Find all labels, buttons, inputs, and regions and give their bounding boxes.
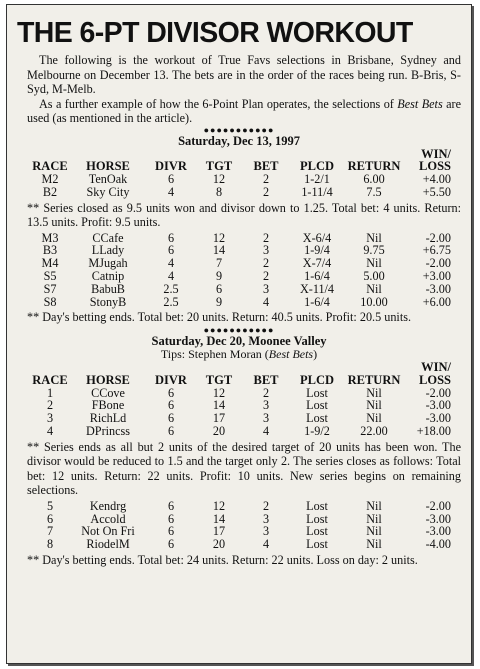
dot-divider: ●●●●●●●●●●●: [203, 124, 275, 135]
cell-bet: 2: [262, 184, 270, 199]
results-table-4: [31, 500, 451, 551]
cell-tgt: 17: [212, 524, 226, 539]
cell-bet: 3: [262, 511, 270, 526]
day-note: ** Day's betting ends. Total bet: 24 units. Return: 22 units. Loss on day: 2 units.: [27, 552, 418, 567]
cell-divr: 4: [167, 256, 175, 271]
cell-horse: BabuB: [91, 281, 125, 296]
cell-plcd: Lost: [306, 411, 328, 426]
results-table-3: [31, 361, 451, 438]
article-title: THE 6-PT DIVISOR WORKOUT: [17, 17, 413, 49]
cell-plcd: X-7/4: [302, 256, 332, 271]
col-horse: HORSE: [86, 159, 130, 174]
cell-tgt: 7: [215, 256, 223, 271]
cell-wl: +18.00: [416, 423, 451, 438]
cell-race: 2: [46, 398, 54, 413]
table-row: [31, 425, 451, 438]
cell-ret: 7.5: [366, 184, 382, 199]
cell-wl: -2.00: [425, 385, 451, 400]
section-heading: Saturday, Dec 13, 1997: [178, 133, 300, 148]
col-plcd: PLCD: [299, 372, 335, 387]
cell-wl: -3.00: [425, 281, 451, 296]
cell-divr: 2.5: [163, 281, 179, 296]
cell-bet: 2: [262, 256, 270, 271]
cell-ret: 10.00: [360, 294, 388, 309]
cell-plcd: Lost: [306, 498, 328, 513]
cell-race: M3: [41, 230, 59, 245]
table-row: [31, 270, 451, 283]
cell-plcd: X-11/4: [299, 281, 335, 296]
cell-horse: MJugah: [88, 256, 128, 271]
cell-wl: -3.00: [425, 524, 451, 539]
col-divr: DIVR: [155, 372, 187, 387]
results-table-2: [31, 232, 451, 309]
cell-wl: -3.00: [425, 398, 451, 413]
cell-ret: Nil: [366, 256, 382, 271]
cell-race: 1: [46, 385, 54, 400]
cell-tgt: 12: [212, 230, 226, 245]
cell-horse: LLady: [91, 243, 125, 258]
cell-tgt: 17: [212, 411, 226, 426]
cell-tgt: 9: [215, 294, 223, 309]
cell-plcd: 1-6/4: [304, 294, 330, 309]
cell-plcd: Lost: [306, 537, 328, 552]
table-header: [31, 148, 451, 174]
cell-horse: Kendrg: [89, 498, 127, 513]
cell-tgt: 9: [215, 269, 223, 284]
cell-divr: 6: [167, 498, 175, 513]
cell-race: 5: [46, 498, 54, 513]
intro-paragraph: The following is the workout of True Favs selections in Brisbane, Sydney and Melbourne on December 13. The bets are in the order of the races being run. B-Bris, S-Syd, M-Melb.: [27, 53, 461, 96]
table-row: [31, 296, 451, 309]
results-table-1: [31, 148, 451, 199]
cell-race: 7: [46, 524, 54, 539]
col-return: RETURN: [347, 159, 401, 174]
cell-plcd: Lost: [306, 511, 328, 526]
table-row: [31, 283, 451, 296]
cell-tgt: 8: [215, 184, 223, 199]
col-horse: HORSE: [86, 372, 130, 387]
cell-bet: 2: [262, 172, 270, 187]
cell-tgt: 20: [212, 537, 226, 552]
cell-divr: 6: [167, 243, 175, 258]
table-row: [31, 500, 451, 513]
cell-bet: 4: [262, 537, 270, 552]
series-note: ** Series closed as 9.5 units won and divisor down to 1.25. Total bet: 4 units. Return: 13.5 units. Profit: 9.5 units.: [27, 200, 461, 230]
table-row: [31, 538, 451, 551]
cell-divr: 6: [167, 423, 175, 438]
cell-ret: Nil: [366, 281, 382, 296]
col-bet: BET: [253, 372, 279, 387]
cell-plcd: X-6/4: [302, 230, 332, 245]
cell-divr: 6: [167, 230, 175, 245]
cell-plcd: Lost: [306, 524, 328, 539]
cell-bet: 2: [262, 269, 270, 284]
cell-race: S5: [43, 269, 57, 284]
cell-divr: 6: [167, 411, 175, 426]
cell-bet: 3: [262, 411, 270, 426]
cell-horse: Not On Fri: [81, 524, 135, 539]
col-divr: DIVR: [155, 159, 187, 174]
cell-horse: FBone: [91, 398, 125, 413]
cell-ret: 5.00: [363, 269, 385, 284]
cell-horse: RichLd: [89, 411, 127, 426]
cell-race: 6: [46, 511, 54, 526]
cell-bet: 2: [262, 230, 270, 245]
cell-race: S8: [43, 294, 57, 309]
cell-horse: RiodelM: [86, 537, 130, 552]
cell-plcd: Lost: [306, 385, 328, 400]
cell-race: M4: [41, 256, 59, 271]
cell-tgt: 14: [212, 511, 226, 526]
cell-race: B2: [42, 184, 58, 199]
cell-divr: 6: [167, 398, 175, 413]
cell-race: 8: [46, 537, 54, 552]
col-bet: BET: [253, 159, 279, 174]
cell-ret: 6.00: [363, 172, 385, 187]
cell-horse: StonyB: [89, 294, 127, 309]
cell-bet: 3: [262, 398, 270, 413]
table-header: [31, 361, 451, 387]
table-row: [31, 173, 451, 186]
col-plcd: PLCD: [299, 159, 335, 174]
cell-plcd: 1-9/2: [304, 423, 330, 438]
cell-bet: 4: [262, 423, 270, 438]
cell-divr: 4: [167, 269, 175, 284]
cell-plcd: 1-2/1: [304, 172, 330, 187]
cell-ret: Nil: [366, 511, 382, 526]
cell-bet: 3: [262, 243, 270, 258]
cell-divr: 2.5: [163, 294, 179, 309]
cell-wl: +5.50: [422, 184, 451, 199]
cell-race: 3: [46, 411, 54, 426]
section-heading: Saturday, Dec 20, Moonee Valley: [151, 333, 327, 348]
cell-horse: CCafe: [92, 230, 124, 245]
cell-tgt: 12: [212, 385, 226, 400]
article-page: [6, 4, 472, 664]
col-race: RACE: [32, 372, 68, 387]
cell-divr: 6: [167, 172, 175, 187]
cell-tgt: 6: [215, 281, 223, 296]
table-row: [31, 186, 451, 199]
cell-bet: 4: [262, 294, 270, 309]
cell-horse: DPrincss: [85, 423, 130, 438]
cell-ret: 22.00: [360, 423, 388, 438]
col-tgt: TGT: [205, 372, 233, 387]
cell-tgt: 14: [212, 243, 226, 258]
cell-wl: +4.00: [422, 172, 451, 187]
series-note: ** Series ends as all but 2 units of the desired target of 20 units has been won. The divisor would be reduced to 1.5 and the target only 2. The series closes as follows: Total bet: 12 units. Return: 22 units. Profit: 10 units. New series begins on remaining selections.: [27, 439, 461, 498]
cell-ret: Nil: [366, 398, 382, 413]
cell-wl: -2.00: [425, 230, 451, 245]
col-return: RETURN: [347, 372, 401, 387]
col-tgt: TGT: [205, 159, 233, 174]
cell-bet: 3: [262, 524, 270, 539]
cell-tgt: 20: [212, 423, 226, 438]
cell-divr: 6: [167, 511, 175, 526]
cell-divr: 6: [167, 537, 175, 552]
cell-race: M2: [41, 172, 59, 187]
cell-tgt: 14: [212, 398, 226, 413]
cell-ret: Nil: [366, 385, 382, 400]
cell-wl: -4.00: [425, 537, 451, 552]
cell-wl: -3.00: [425, 411, 451, 426]
intro-paragraph-2: As a further example of how the 6-Point Plan operates, the selections of Best Bets are used (as mentioned in the article).: [27, 96, 462, 125]
cell-ret: Nil: [366, 230, 382, 245]
cell-bet: 2: [262, 385, 270, 400]
cell-horse: TenOak: [88, 172, 128, 187]
col-race: RACE: [32, 159, 68, 174]
tips-line: Tips: Stephen Moran (Best Bets): [160, 346, 318, 361]
cell-plcd: 1-11/4: [301, 184, 333, 199]
cell-divr: 6: [167, 385, 175, 400]
cell-plcd: 1-9/4: [304, 243, 330, 258]
cell-wl: +6.00: [422, 294, 451, 309]
cell-wl: -2.00: [425, 498, 451, 513]
cell-ret: Nil: [366, 498, 382, 513]
cell-race: B3: [42, 243, 58, 258]
cell-divr: 6: [167, 524, 175, 539]
dot-divider: ●●●●●●●●●●●: [203, 324, 275, 335]
cell-wl: +3.00: [422, 269, 451, 284]
cell-wl: -2.00: [425, 256, 451, 271]
cell-bet: 2: [262, 498, 270, 513]
cell-horse: Sky City: [86, 184, 130, 199]
cell-tgt: 12: [212, 172, 226, 187]
cell-bet: 3: [262, 281, 270, 296]
cell-tgt: 12: [212, 498, 226, 513]
day-note: ** Day's betting ends. Total bet: 20 units. Return: 40.5 units. Profit: 20.5 units.: [27, 310, 411, 325]
cell-wl: +6.75: [422, 243, 451, 258]
cell-horse: Accold: [90, 511, 126, 526]
col-win-loss: WIN/ LOSS: [419, 359, 451, 387]
cell-horse: Catnip: [91, 269, 125, 284]
cell-plcd: 1-6/4: [304, 269, 330, 284]
col-win-loss: WIN/ LOSS: [419, 146, 451, 174]
cell-ret: Nil: [366, 537, 382, 552]
cell-ret: Nil: [366, 411, 382, 426]
cell-divr: 4: [167, 184, 175, 199]
cell-ret: 9.75: [363, 243, 385, 258]
cell-ret: Nil: [366, 524, 382, 539]
cell-race: S7: [43, 281, 57, 296]
cell-horse: CCove: [91, 385, 125, 400]
cell-race: 4: [46, 423, 54, 438]
cell-wl: -3.00: [425, 511, 451, 526]
cell-plcd: Lost: [306, 398, 328, 413]
